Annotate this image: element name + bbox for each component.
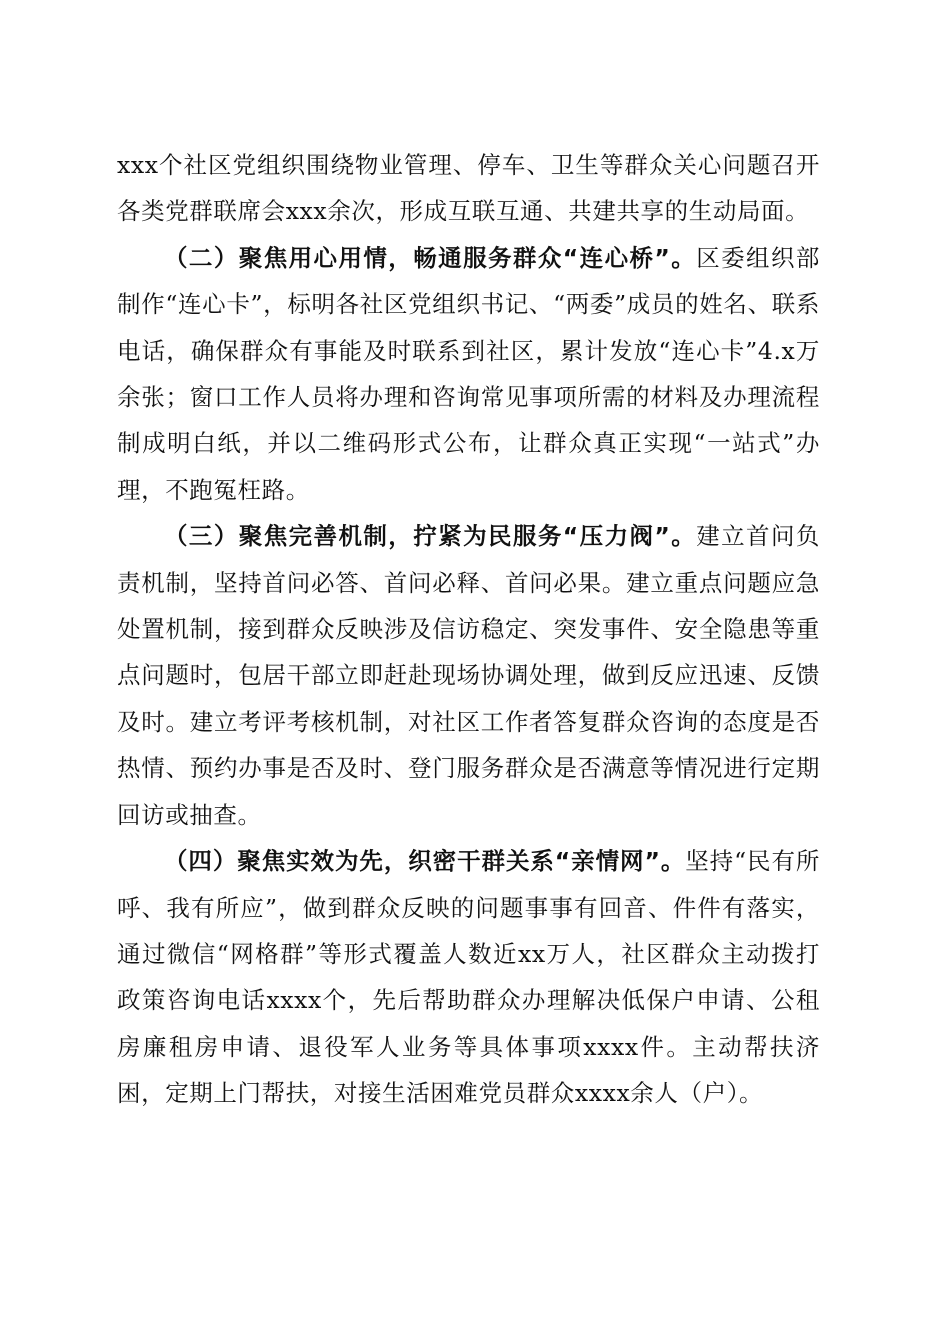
paragraph-text: 区委组织部制作“连心卡”，标明各社区党组织书记、“两委”成员的姓名、联系电话，确保群众有事能及时联系到社区，累计发放“连心卡”4.x万余张；窗口工作人员将办理和咨询常见事项所需的材料及办理流程制成明白纸，并以二维码形式公布，让群众真正实现“一站式”办理，不跑冤枉路。	[117, 243, 820, 504]
paragraph-section-2	[117, 235, 820, 513]
paragraph-continuation	[117, 142, 820, 235]
section-heading: （三）聚焦完善机制，拧紧为民服务“压力阀”。	[164, 522, 697, 551]
paragraph-text: 建立首问负责机制，坚持首问必答、首问必释、首问必果。建立重点问题应急处置机制，接到群众反映涉及信访稳定、突发事件、安全隐患等重点问题时，包居干部立即赶赴现场协调处理，做到反应迅速、反馈及时。建立考评考核机制，对社区工作者答复群众咨询的态度是否热情、预约办事是否及时、登门服务群众是否满意等情况进行定期回访或抽查。	[117, 522, 820, 829]
paragraph-section-3	[117, 513, 820, 838]
paragraph-text: 坚持“民有所呼、我有所应”，做到群众反映的问题事事有回音、件件有落实，通过微信“网格群”等形式覆盖人数近xx万人，社区群众主动拨打政策咨询电话xxxx个，先后帮助群众办理解决低保户申请、公租房廉租房申请、退役军人业务等具体事项xxxx件。主动帮扶济困，定期上门帮扶，对接生活困难党员群众xxxx余人（户）。	[117, 847, 820, 1108]
paragraph-section-4	[117, 838, 820, 1116]
section-heading: （二）聚焦用心用情，畅通服务群众“连心桥”。	[164, 243, 697, 272]
document-body	[117, 142, 820, 1117]
section-heading: （四）聚焦实效为先，织密干群关系“亲情网”。	[164, 847, 686, 876]
paragraph-text: xxx个社区党组织围绕物业管理、停车、卫生等群众关心问题召开各类党群联席会xxx余次，形成互联互通、共建共享的生动局面。	[117, 151, 820, 226]
